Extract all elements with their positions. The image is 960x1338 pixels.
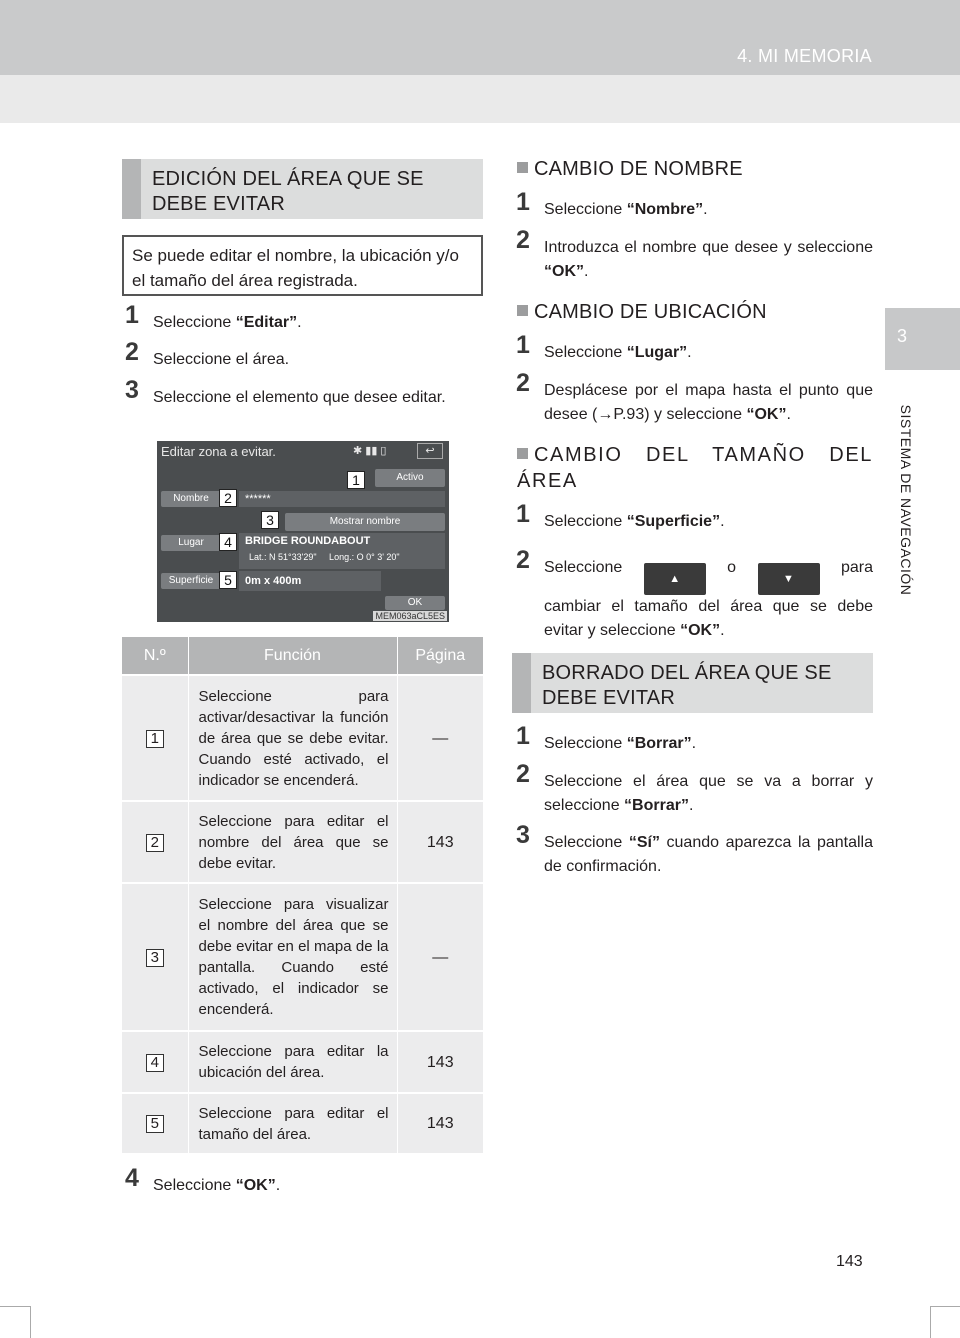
coords-value: Lat.: N 51°33'29" Long.: O 0° 3' 20" [249, 552, 400, 562]
status-icons: ✱ ▮▮ ▯ [353, 445, 387, 457]
step-keyword: “Lugar” [626, 344, 688, 361]
note-box: Se puede editar el nombre, la ubicación y/o el tamaño del área registrada. [122, 235, 483, 296]
step-keyword: “Borrar” [624, 797, 689, 814]
crop-mark [930, 1306, 960, 1307]
section-title: EDICIÓN DEL ÁREA QUE SE DEBE EVITAR [152, 168, 424, 215]
callout-5: 5 [219, 571, 237, 589]
step-text: Introduzca el nombre que desee y seleccione [544, 239, 873, 256]
step-text: Desplácese por el mapa hasta el punto que desee (→P.93) y seleccione [544, 382, 873, 423]
step-text-after: para cambiar el tamaño del área que se debe evitar y seleccione [544, 559, 873, 639]
table-header-row [122, 637, 483, 675]
step-keyword: “Nombre” [626, 201, 704, 218]
subhead-text: CAMBIO DE NOMBRE [534, 158, 743, 180]
row-number: 2 [146, 834, 164, 852]
callout-3: 3 [261, 511, 279, 529]
arrow-down-button[interactable]: ▼ [758, 563, 820, 595]
chapter-label-text: SISTEMA DE NAVEGACIÓN [898, 404, 914, 596]
mostrar-nombre-button[interactable]: Mostrar nombre [285, 513, 445, 531]
row-page: 143 [397, 1031, 483, 1093]
step-borrado-3 [516, 821, 874, 879]
step-borrado-2 [516, 760, 873, 818]
crop-mark [30, 1306, 31, 1338]
section-header-accent [512, 653, 531, 713]
header-num: N.º [122, 637, 188, 675]
row-page: — [397, 675, 483, 801]
step-number: 2 [516, 369, 530, 397]
row-page: 143 [397, 1093, 483, 1153]
step-text: Seleccione [544, 834, 629, 851]
step-nombre-2 [516, 226, 873, 284]
crop-mark [0, 1306, 30, 1307]
step-nombre-1 [516, 188, 873, 222]
superficie-button[interactable]: Superficie [161, 573, 221, 589]
callout-4: 4 [219, 533, 237, 551]
chapter-number: 3 [897, 326, 908, 346]
crop-mark [930, 1306, 931, 1338]
square-bullet-icon [517, 305, 528, 316]
step-text-end: . [275, 1177, 281, 1194]
step-text-mid: o [727, 559, 737, 576]
step-keyword: “OK” [235, 1177, 276, 1194]
table-row [122, 1031, 483, 1093]
row-number: 4 [146, 1054, 164, 1072]
nombre-field: ****** [239, 491, 445, 507]
step-number: 2 [516, 760, 530, 788]
row-num-cell [122, 675, 188, 801]
row-function: Seleccione para editar la ubicación del área. [188, 1031, 397, 1093]
callout-1: 1 [347, 471, 365, 489]
step-number: 4 [125, 1164, 139, 1192]
page-number: 143 [836, 1253, 863, 1270]
step-keyword: “Sí” [628, 834, 660, 851]
section-header-borrado [512, 653, 873, 713]
screen-title: Editar zona a evitar. [161, 444, 276, 459]
subhead-tamano [517, 442, 873, 494]
table-row [122, 883, 483, 1031]
row-function: Seleccione para editar el tamaño del área. [188, 1093, 397, 1153]
step-keyword: “OK” [680, 622, 721, 639]
header-strip [0, 75, 960, 123]
row-page: 143 [397, 801, 483, 883]
step-text: Seleccione el elemento que desee editar. [153, 389, 446, 406]
step-text-end: cuando aparezca la pantalla de confirmación. [544, 834, 874, 875]
step-number: 1 [516, 331, 530, 359]
function-table [122, 637, 483, 1153]
section-header-edicion [122, 159, 483, 219]
step-text: Seleccione el área que se va a borrar y seleccione [544, 773, 873, 814]
step-number: 3 [516, 821, 530, 849]
step-elemento [125, 376, 483, 410]
step-number: 2 [125, 338, 139, 366]
ok-button[interactable]: OK [385, 596, 445, 610]
step-keyword: “Superficie” [626, 513, 721, 530]
step-keyword: “Editar” [235, 314, 298, 331]
step-text: Seleccione [153, 1177, 236, 1194]
step-text-end: . [720, 513, 725, 530]
header-funcion: Función [188, 637, 397, 675]
step-text-end: . [297, 314, 302, 331]
step-keyword: “OK” [544, 263, 584, 280]
square-bullet-icon [517, 162, 528, 173]
lugar-value: BRIDGE ROUNDABOUT [245, 535, 371, 547]
subhead-text: CAMBIO DE UBICACIÓN [534, 301, 767, 323]
device-screen [157, 441, 449, 622]
row-num-cell [122, 801, 188, 883]
step-number: 3 [125, 376, 139, 404]
subhead-text: CAMBIO DEL TAMAÑO DEL ÁREA [517, 444, 873, 492]
image-code: MEM063aCL5ES [375, 611, 445, 621]
back-icon[interactable]: ↩ [417, 443, 443, 459]
step-text: Seleccione [544, 201, 627, 218]
section-header-accent [122, 159, 141, 219]
step-text: Seleccione [544, 735, 627, 752]
callout-2: 2 [219, 489, 237, 507]
header-bar [0, 0, 960, 75]
step-text-end: . [703, 201, 708, 218]
row-num-cell [122, 1031, 188, 1093]
step-number: 2 [516, 226, 530, 254]
row-function: Seleccione para activar/desactivar la función de área que se debe evitar. Cuando esté activado, el indicador se encenderá. [188, 675, 397, 801]
row-number: 3 [146, 949, 164, 967]
section-title: BORRADO DEL ÁREA QUE SE DEBE EVITAR [542, 662, 832, 709]
step-text-end: . [720, 622, 725, 639]
row-function: Seleccione para visualizar el nombre del área que se debe evitar en el mapa de la pantalla. Cuando esté activado, el indicador se encenderá. [188, 883, 397, 1031]
table-row [122, 1093, 483, 1153]
superficie-field: 0m x 400m [239, 571, 381, 591]
row-function: Seleccione para editar el nombre del área que se debe evitar. [188, 801, 397, 883]
step-text-end: . [688, 797, 694, 814]
step-text: Seleccione el área. [153, 351, 290, 368]
row-num-cell [122, 1093, 188, 1153]
nombre-button[interactable]: Nombre [161, 491, 221, 507]
step-borrado-1 [516, 722, 873, 756]
step-ubicacion-2 [516, 369, 873, 427]
lugar-button[interactable]: Lugar [161, 535, 221, 551]
header-pagina: Página [397, 637, 483, 675]
step-number: 1 [125, 301, 139, 329]
step-number: 2 [516, 546, 530, 574]
step-text: Seleccione [544, 513, 627, 530]
lugar-field [239, 533, 445, 569]
activo-button[interactable]: Activo [375, 469, 445, 487]
step-text: Seleccione [153, 314, 236, 331]
step-number: 1 [516, 500, 530, 528]
chapter-label [888, 380, 924, 620]
chapter-tab [885, 308, 960, 370]
step-text-end: . [687, 344, 692, 361]
table-row [122, 801, 483, 883]
row-number: 1 [146, 730, 164, 748]
row-num-cell [122, 883, 188, 1031]
row-number: 5 [146, 1115, 164, 1133]
step-text: Seleccione [544, 559, 623, 576]
step-text-end: . [584, 263, 589, 280]
row-page: — [397, 883, 483, 1031]
step-tamano-1 [516, 500, 873, 534]
step-keyword: “OK” [746, 406, 787, 423]
step-text: Seleccione [544, 344, 627, 361]
step-number: 1 [516, 188, 530, 216]
subhead-ubicacion [517, 299, 873, 325]
step-tamano-2 [516, 546, 873, 643]
subhead-nombre [517, 156, 873, 182]
square-bullet-icon [517, 448, 528, 459]
arrow-up-button[interactable]: ▲ [644, 563, 706, 595]
step-ok [125, 1164, 483, 1198]
step-area [125, 338, 483, 372]
step-text-end: . [786, 406, 791, 423]
step-editar [125, 301, 483, 335]
step-number: 1 [516, 722, 530, 750]
breadcrumb: 4. MI MEMORIA [737, 46, 872, 66]
table-row [122, 675, 483, 801]
step-keyword: “Borrar” [626, 735, 692, 752]
step-text-end: . [691, 735, 697, 752]
step-ubicacion-1 [516, 331, 873, 365]
